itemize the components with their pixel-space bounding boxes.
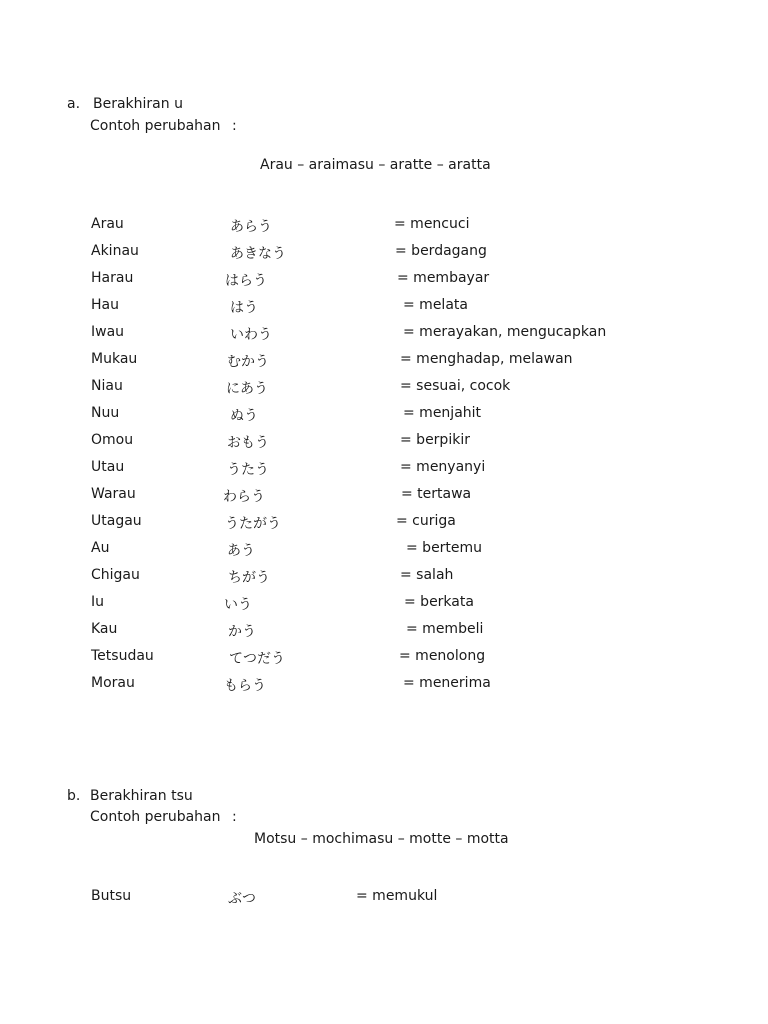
list-item <box>0 378 768 396</box>
list-item <box>0 486 768 504</box>
meaning-text: = bertemu <box>406 540 483 556</box>
section-b-example-colon: : <box>232 809 237 825</box>
romaji-word: Kau <box>91 621 118 637</box>
kana-word: わらう <box>223 489 265 505</box>
list-item <box>0 648 768 666</box>
kana-word: ちがう <box>228 570 270 586</box>
romaji-word: Harau <box>91 270 134 286</box>
list-item <box>0 270 768 288</box>
romaji-word: Nuu <box>91 405 120 421</box>
list-item <box>0 675 768 693</box>
meaning-text: = berkata <box>404 594 474 610</box>
romaji-word: Warau <box>91 486 136 502</box>
section-b-example-label: Contoh perubahan <box>90 809 221 825</box>
meaning-text: = menyanyi <box>400 459 486 475</box>
romaji-word: Mukau <box>91 351 138 367</box>
section-b-heading: Berakhiran tsu <box>90 788 193 804</box>
section-a-example: Arau – araimasu – aratte – aratta <box>260 157 491 173</box>
meaning-text: = menerima <box>403 675 491 691</box>
list-item <box>0 297 768 315</box>
kana-word: おもう <box>227 435 269 451</box>
list-item <box>0 459 768 477</box>
meaning-text: = membayar <box>397 270 490 286</box>
kana-word: はらう <box>225 273 267 289</box>
romaji-word: Hau <box>91 297 119 313</box>
kana-word: あう <box>227 543 255 559</box>
section-a-letter: a. <box>67 96 81 112</box>
meaning-text: = merayakan, mengucapkan <box>403 324 607 340</box>
meaning-text: = salah <box>400 567 454 583</box>
list-item <box>0 243 768 261</box>
meaning-text: = memukul <box>356 888 438 904</box>
list-item <box>0 540 768 558</box>
romaji-word: Niau <box>91 378 123 394</box>
romaji-word: Omou <box>91 432 134 448</box>
section-a-example-label: Contoh perubahan <box>90 118 221 134</box>
list-item <box>0 216 768 234</box>
list-item <box>0 324 768 342</box>
section-b-example: Motsu – mochimasu – motte – motta <box>254 831 509 847</box>
meaning-text: = tertawa <box>401 486 472 502</box>
meaning-text: = sesuai, cocok <box>400 378 511 394</box>
section-a-example-colon: : <box>232 118 237 134</box>
list-item <box>0 432 768 450</box>
kana-word: いう <box>224 597 252 613</box>
list-item <box>0 888 768 906</box>
meaning-text: = membeli <box>406 621 484 637</box>
kana-word: むかう <box>227 354 269 370</box>
romaji-word: Utagau <box>91 513 142 529</box>
kana-word: はう <box>230 300 258 316</box>
list-item <box>0 405 768 423</box>
kana-word: うたがう <box>225 516 281 532</box>
list-item <box>0 513 768 531</box>
kana-word: いわう <box>230 327 272 343</box>
meaning-text: = berdagang <box>395 243 487 259</box>
list-item <box>0 594 768 612</box>
list-item <box>0 621 768 639</box>
list-item <box>0 351 768 369</box>
kana-word: うたう <box>227 462 269 478</box>
meaning-text: = mencuci <box>394 216 470 232</box>
romaji-word: Chigau <box>91 567 140 583</box>
kana-word: てつだう <box>229 651 285 667</box>
kana-word: にあう <box>226 381 268 397</box>
romaji-word: Utau <box>91 459 125 475</box>
romaji-word: Butsu <box>91 888 132 904</box>
meaning-text: = melata <box>403 297 468 313</box>
kana-word: かう <box>228 624 256 640</box>
section-b-letter: b. <box>67 788 81 804</box>
romaji-word: Akinau <box>91 243 139 259</box>
romaji-word: Morau <box>91 675 135 691</box>
romaji-word: Au <box>91 540 110 556</box>
romaji-word: Arau <box>91 216 124 232</box>
kana-word: ぬう <box>230 408 258 424</box>
kana-word: あらう <box>230 219 272 235</box>
kana-word: あきなう <box>230 246 286 262</box>
meaning-text: = menjahit <box>403 405 482 421</box>
meaning-text: = menghadap, melawan <box>400 351 573 367</box>
list-item <box>0 567 768 585</box>
kana-word: ぶつ <box>228 891 256 907</box>
meaning-text: = berpikir <box>400 432 470 448</box>
meaning-text: = curiga <box>396 513 456 529</box>
kana-word: もらう <box>224 678 266 694</box>
romaji-word: Tetsudau <box>91 648 154 664</box>
romaji-word: Iu <box>91 594 105 610</box>
section-a-heading: Berakhiran u <box>93 96 183 112</box>
meaning-text: = menolong <box>399 648 486 664</box>
romaji-word: Iwau <box>91 324 125 340</box>
